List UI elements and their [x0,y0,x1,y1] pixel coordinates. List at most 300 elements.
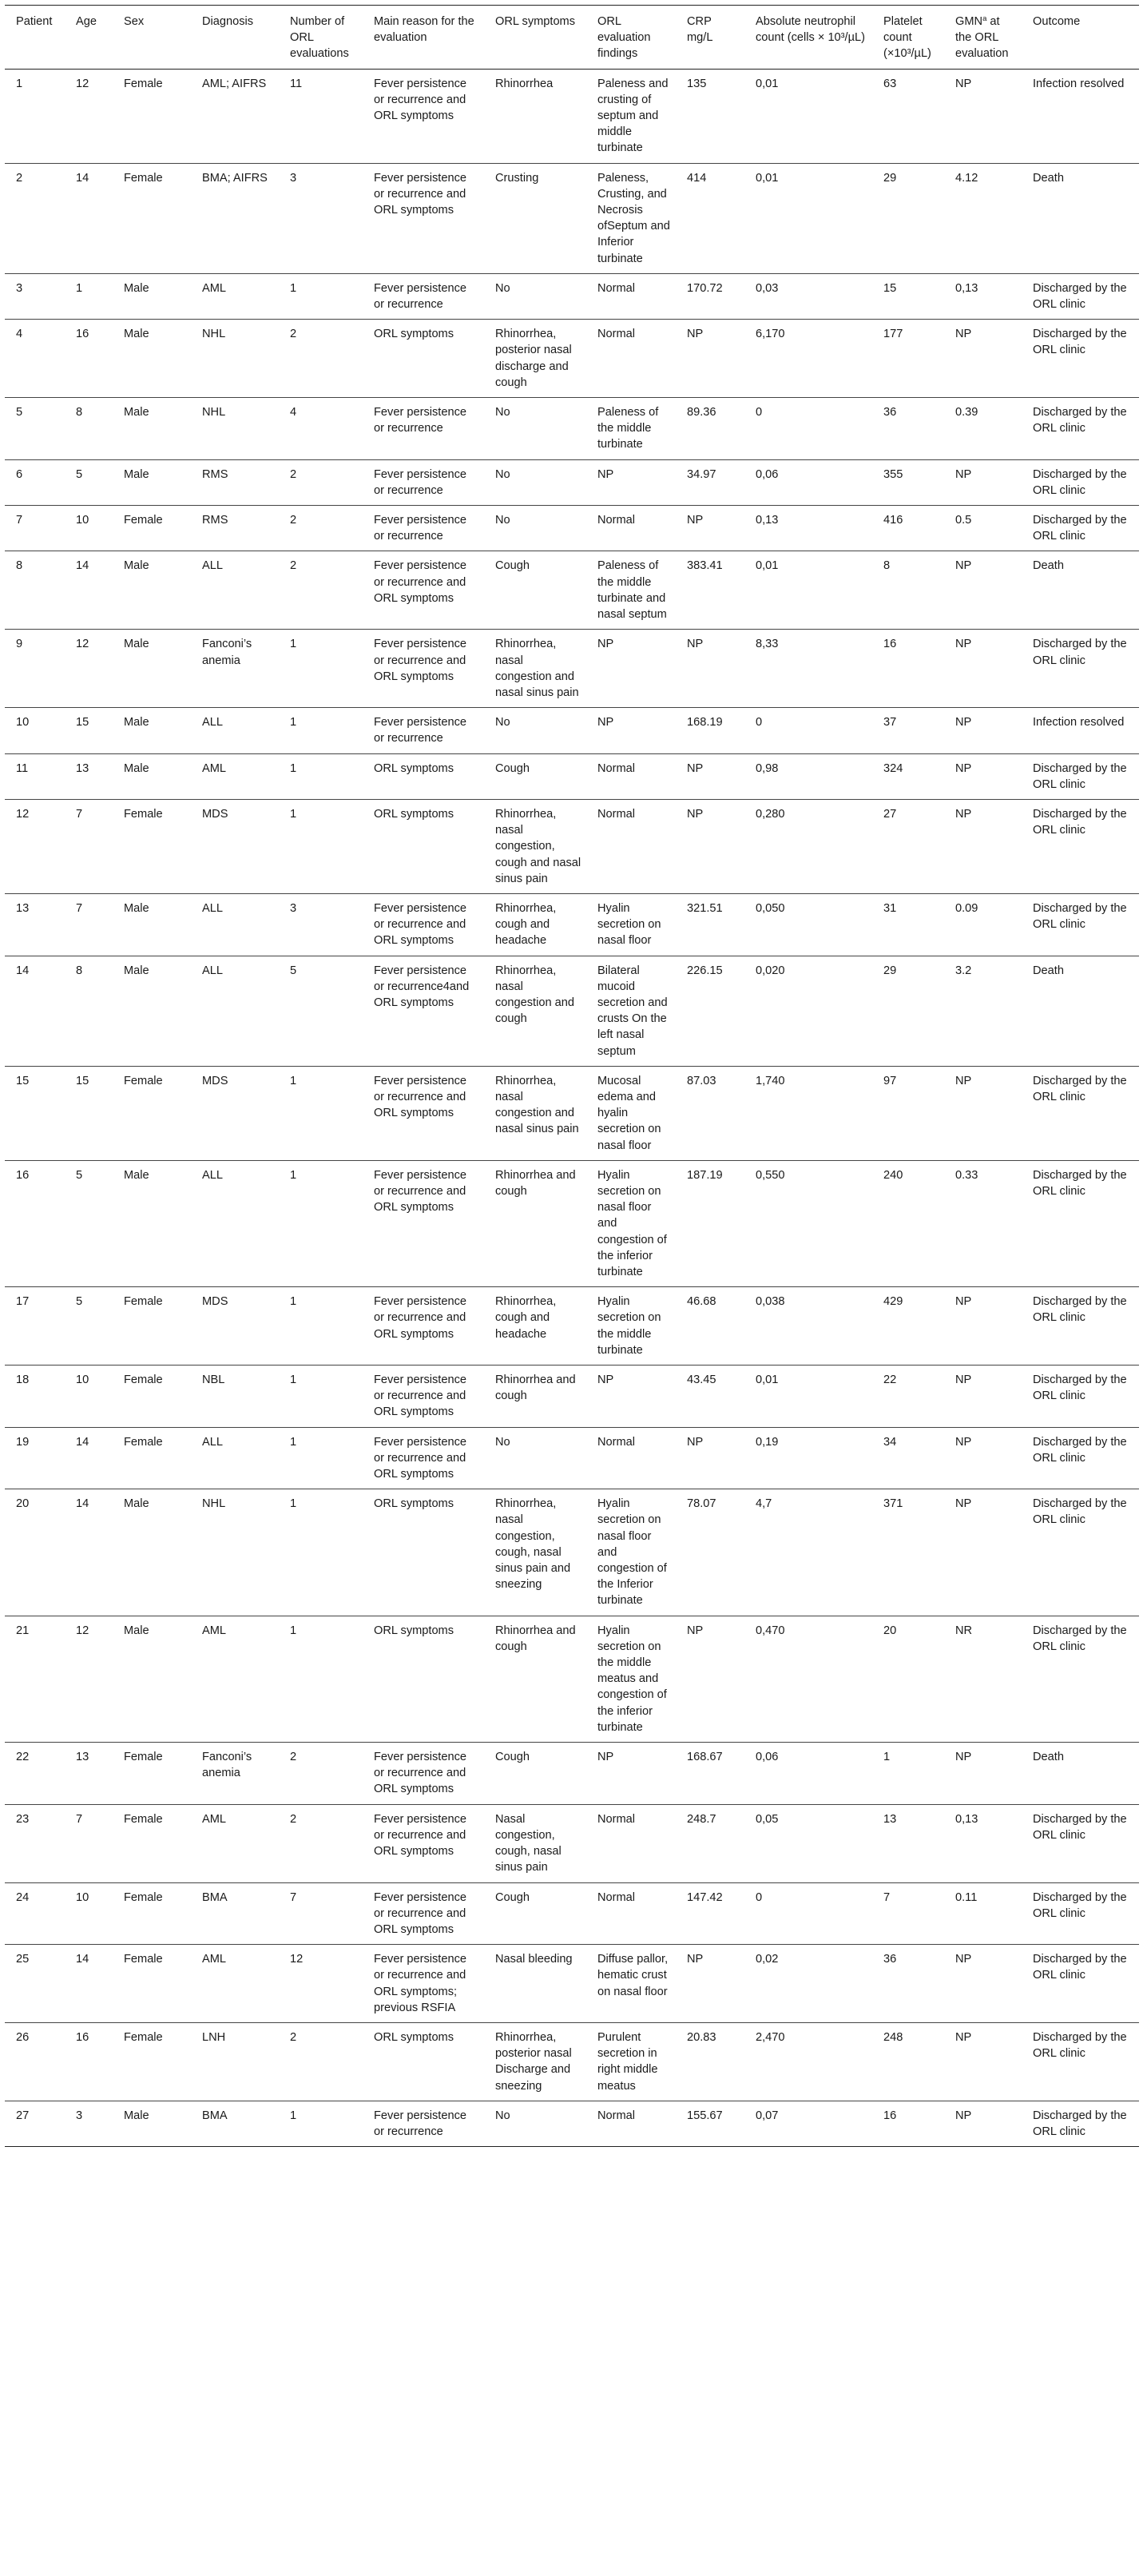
cell-orl-evaluations: 2 [290,467,297,481]
cell-orl-evaluations: 2 [290,1812,297,1826]
cell-age: 14 [76,171,89,185]
cell-orl-findings: NP [597,1751,614,1764]
cell-crp: NP [687,1624,704,1637]
cell-crp: 155.67 [687,2109,723,2122]
cell-main-reason: Fever persistence or recurrence and ORL symptoms [374,1751,466,1796]
cell-diagnosis: NHL [202,1497,226,1511]
cell-age: 10 [76,1373,89,1387]
cell-neutrophil-count: 0,01 [756,1373,779,1387]
cell-patient: 11 [16,761,29,775]
cell-crp: NP [687,638,704,651]
cell-diagnosis: BMA [202,1890,228,1904]
cell-gmn: NP [955,1295,972,1309]
cell-crp: 135 [687,77,707,90]
cell-orl-symptoms: Rhinorrhea, nasal congestion, cough and nasal sinus pain [495,807,581,885]
cell-platelet-count: 13 [883,1812,897,1826]
cell-diagnosis: RMS [202,514,228,527]
cell-neutrophil-count: 0,038 [756,1295,785,1309]
cell-neutrophil-count: 2,470 [756,2030,785,2044]
cell-patient: 15 [16,1074,30,1087]
cell-platelet-count: 324 [883,761,903,775]
cell-platelet-count: 20 [883,1624,897,1637]
cell-orl-findings: NP [597,467,614,481]
cell-gmn: 0.09 [955,901,978,915]
cell-sex: Male [124,1624,149,1637]
table-row [5,2101,1139,2146]
table-row [5,2022,1139,2101]
cell-crp: 46.68 [687,1295,716,1309]
cell-diagnosis: BMA [202,2109,228,2122]
table-body [5,69,1139,2147]
cell-gmn: NP [955,638,972,651]
cell-age: 16 [76,2030,89,2044]
cell-orl-symptoms: Cough [495,1890,530,1904]
cell-gmn: NP [955,1373,972,1387]
table-row [5,893,1139,956]
cell-diagnosis: LNH [202,2030,226,2044]
cell-neutrophil-count: 0,01 [756,559,779,573]
cell-neutrophil-count: 4,7 [756,1497,772,1511]
cell-outcome: Death [1033,964,1064,977]
cell-patient: 6 [16,467,23,481]
cell-orl-findings: Purulent secretion in right middle meatus [597,2030,658,2093]
cell-neutrophil-count: 0,050 [756,901,785,915]
cell-orl-evaluations: 12 [290,1953,304,1966]
cell-crp: 383.41 [687,559,723,573]
table-row [5,799,1139,893]
cell-patient: 26 [16,2030,30,2044]
cell-crp: NP [687,1953,704,1966]
cell-platelet-count: 37 [883,716,897,729]
cell-orl-findings: NP [597,716,614,729]
cell-patient: 2 [16,171,23,185]
cell-sex: Female [124,1751,163,1764]
cell-orl-findings: Normal [597,514,636,527]
cell-outcome: Discharged by the ORL clinic [1033,2109,1127,2138]
cell-main-reason: ORL symptoms [374,1624,454,1637]
cell-main-reason: Fever persistence or recurrence and ORL symptoms [374,1373,466,1419]
cell-orl-symptoms: No [495,2109,510,2122]
cell-main-reason: Fever persistence or recurrence and ORL symptoms [374,1435,466,1481]
table-row [5,1804,1139,1882]
cell-orl-symptoms: Rhinorrhea, nasal congestion and nasal sinus pain [495,1074,579,1136]
cell-orl-findings: Normal [597,1435,636,1449]
cell-main-reason: Fever persistence or recurrence and ORL symptoms [374,559,466,605]
cell-sex: Male [124,559,149,573]
cell-gmn: 0.39 [955,406,978,419]
table-row [5,320,1139,398]
cell-orl-evaluations: 2 [290,514,297,527]
cell-crp: 89.36 [687,406,716,419]
cell-age: 14 [76,1497,89,1511]
cell-sex: Male [124,716,149,729]
header-row [5,6,1139,70]
cell-sex: Female [124,1812,163,1826]
cell-main-reason: Fever persistence or recurrence and ORL symptoms [374,77,466,123]
cell-diagnosis: ALL [202,901,223,915]
cell-orl-findings: Paleness of the middle turbinate and nasal septum [597,559,667,622]
cell-outcome: Infection resolved [1033,77,1125,90]
cell-platelet-count: 1 [883,1751,891,1764]
cell-orl-symptoms: Cough [495,1751,530,1764]
cell-orl-evaluations: 1 [290,807,297,821]
cell-orl-symptoms: No [495,281,510,295]
cell-sex: Male [124,2109,149,2122]
cell-platelet-count: 29 [883,964,897,977]
cell-orl-evaluations: 1 [290,716,297,729]
cell-outcome: Discharged by the ORL clinic [1033,1373,1127,1403]
table-row [5,1489,1139,1616]
cell-orl-symptoms: Cough [495,559,530,573]
cell-crp: 168.67 [687,1751,723,1764]
cell-neutrophil-count: 6,170 [756,328,785,341]
cell-outcome: Discharged by the ORL clinic [1033,1890,1127,1920]
cell-patient: 14 [16,964,30,977]
cell-outcome: Death [1033,559,1064,573]
cell-crp: NP [687,807,704,821]
cell-main-reason: Fever persistence or recurrence and ORL symptoms [374,1812,466,1858]
cell-crp: 168.19 [687,716,723,729]
cell-orl-evaluations: 1 [290,1435,297,1449]
cell-gmn: 3.2 [955,964,972,977]
cell-outcome: Discharged by the ORL clinic [1033,1812,1127,1842]
cell-patient: 16 [16,1168,30,1182]
cell-age: 14 [76,1953,89,1966]
cell-gmn: NR [955,1624,973,1637]
cell-outcome: Discharged by the ORL clinic [1033,638,1127,667]
cell-patient: 12 [16,807,30,821]
header-orl-evaluations: Number of ORL evaluations [290,15,349,61]
cell-crp: NP [687,761,704,775]
cell-sex: Female [124,807,163,821]
cell-orl-findings: Bilateral mucoid secretion and crusts On the left nasal septum [597,964,668,1058]
cell-main-reason: Fever persistence or recurrence and ORL symptoms; previous RSFIA [374,1953,466,2014]
cell-outcome: Discharged by the ORL clinic [1033,1074,1127,1103]
cell-age: 12 [76,638,89,651]
cell-main-reason: Fever persistence or recurrence [374,281,466,312]
cell-platelet-count: 97 [883,1074,897,1087]
table-row [5,1066,1139,1160]
cell-platelet-count: 240 [883,1168,903,1182]
cell-crp: 321.51 [687,901,723,915]
cell-orl-evaluations: 1 [290,761,297,775]
cell-orl-symptoms: Rhinorrhea, cough and headache [495,901,557,948]
cell-sex: Female [124,2030,163,2044]
cell-platelet-count: 355 [883,467,903,481]
cell-gmn: NP [955,1074,972,1087]
cell-orl-evaluations: 1 [290,1373,297,1387]
cell-patient: 3 [16,281,23,295]
cell-outcome: Infection resolved [1033,716,1125,729]
cell-orl-evaluations: 4 [290,406,297,419]
cell-diagnosis: ALL [202,1435,223,1449]
cell-orl-findings: Diffuse pallor, hematic crust on nasal floor [597,1953,669,1998]
cell-gmn: NP [955,328,972,341]
cell-diagnosis: NHL [202,406,226,419]
cell-gmn: 4.12 [955,171,978,185]
cell-gmn: NP [955,1497,972,1511]
cell-orl-findings: Paleness and crusting of septum and middle turbinate [597,77,669,155]
cell-orl-evaluations: 1 [290,1168,297,1182]
cell-sex: Male [124,638,149,651]
cell-outcome: Discharged by the ORL clinic [1033,2030,1127,2061]
cell-platelet-count: 16 [883,2109,897,2122]
cell-diagnosis: AML; AIFRS [202,77,267,90]
cell-orl-symptoms: Rhinorrhea and cough [495,1624,576,1653]
cell-outcome: Discharged by the ORL clinic [1033,328,1127,357]
cell-orl-symptoms: Rhinorrhea [495,77,554,90]
table-row [5,1945,1139,2023]
cell-orl-symptoms: Rhinorrhea, nasal congestion and nasal sinus pain [495,638,579,699]
cell-sex: Female [124,514,163,527]
cell-platelet-count: 248 [883,2030,903,2044]
header-patient: Patient [16,15,53,28]
cell-orl-symptoms: No [495,406,510,419]
cell-outcome: Discharged by the ORL clinic [1033,514,1127,543]
cell-main-reason: Fever persistence or recurrence [374,514,466,543]
cell-patient: 10 [16,716,30,729]
cell-orl-findings: Hyalin secretion on the middle meatus and congestion of the inferior turbinate [597,1624,667,1734]
table-row [5,1743,1139,1805]
cell-crp: 147.42 [687,1890,723,1904]
cell-outcome: Discharged by the ORL clinic [1033,761,1127,791]
header-diagnosis: Diagnosis [202,15,254,28]
cell-orl-findings: Hyalin secretion on the middle turbinate [597,1295,661,1357]
cell-orl-symptoms: Rhinorrhea and cough [495,1373,576,1403]
cell-outcome: Discharged by the ORL clinic [1033,406,1127,435]
cell-neutrophil-count: 0,280 [756,807,785,821]
cell-orl-symptoms: Cough [495,761,530,775]
cell-crp: 248.7 [687,1812,716,1826]
cell-gmn: 0,13 [955,1812,978,1826]
cell-diagnosis: AML [202,1812,227,1826]
cell-gmn: NP [955,77,972,90]
cell-main-reason: Fever persistence or recurrence4and ORL symptoms [374,964,470,1009]
cell-age: 1 [76,281,83,295]
cell-orl-evaluations: 2 [290,328,297,341]
cell-neutrophil-count: 0,020 [756,964,785,977]
cell-orl-evaluations: 5 [290,964,297,977]
cell-orl-findings: Normal [597,2109,636,2122]
cell-age: 14 [76,1435,89,1449]
table-row [5,1882,1139,1945]
cell-orl-symptoms: Crusting [495,171,539,185]
cell-age: 15 [76,1074,89,1087]
cell-orl-symptoms: No [495,1435,510,1449]
cell-outcome: Discharged by the ORL clinic [1033,901,1127,932]
cell-outcome: Discharged by the ORL clinic [1033,1497,1127,1527]
cell-sex: Male [124,1497,149,1511]
cell-outcome: Discharged by the ORL clinic [1033,807,1127,837]
cell-crp: 78.07 [687,1497,716,1511]
cell-gmn: NP [955,1751,972,1764]
cell-neutrophil-count: 0,98 [756,761,779,775]
cell-age: 13 [76,761,89,775]
cell-outcome: Death [1033,1751,1064,1764]
cell-age: 8 [76,964,83,977]
cell-main-reason: Fever persistence or recurrence [374,467,466,497]
cell-outcome: Discharged by the ORL clinic [1033,1624,1127,1653]
table-row [5,1616,1139,1742]
cell-sex: Female [124,171,163,185]
cell-patient: 24 [16,1890,30,1904]
cell-gmn: 0,13 [955,281,978,295]
cell-age: 16 [76,328,89,341]
cell-platelet-count: 22 [883,1373,897,1387]
cell-orl-findings: Normal [597,328,636,341]
cell-orl-findings: Normal [597,761,636,775]
cell-patient: 20 [16,1497,30,1511]
header-outcome: Outcome [1033,15,1081,28]
cell-patient: 5 [16,406,23,419]
cell-orl-symptoms: Rhinorrhea, posterior nasal Discharge and sneezing [495,2030,572,2093]
header-sex: Sex [124,15,145,28]
cell-sex: Female [124,1890,163,1904]
cell-age: 7 [76,901,83,915]
cell-main-reason: ORL symptoms [374,2030,454,2044]
cell-neutrophil-count: 0,06 [756,1751,779,1764]
cell-patient: 22 [16,1751,30,1764]
cell-diagnosis: ALL [202,559,223,573]
cell-outcome: Discharged by the ORL clinic [1033,467,1127,497]
cell-gmn: NP [955,716,972,729]
cell-orl-evaluations: 2 [290,559,297,573]
cell-sex: Female [124,1435,163,1449]
cell-neutrophil-count: 0,550 [756,1168,785,1182]
cell-platelet-count: 8 [883,559,891,573]
cell-orl-findings: Mucosal edema and hyalin secretion on nasal floor [597,1074,661,1152]
cell-patient: 13 [16,901,30,915]
cell-orl-findings: Normal [597,807,636,821]
cell-patient: 4 [16,328,23,341]
cell-sex: Female [124,1295,163,1309]
cell-diagnosis: ALL [202,716,223,729]
cell-main-reason: ORL symptoms [374,761,454,775]
cell-orl-evaluations: 11 [290,77,303,90]
cell-sex: Female [124,1373,163,1387]
cell-orl-symptoms: Rhinorrhea, cough and headache [495,1295,557,1341]
cell-diagnosis: NBL [202,1373,225,1387]
cell-orl-findings: Hyalin secretion on nasal floor and congestion of the inferior turbinate [597,1168,667,1278]
cell-orl-evaluations: 1 [290,1074,297,1087]
cell-orl-findings: Paleness, Crusting, and Necrosis ofSeptum and Inferior turbinate [597,171,670,265]
cell-orl-evaluations: 3 [290,171,297,185]
cell-age: 3 [76,2109,83,2122]
table-row [5,398,1139,460]
cell-neutrophil-count: 0,02 [756,1953,779,1966]
cell-orl-symptoms: Rhinorrhea, nasal congestion and cough [495,964,574,1026]
cell-crp: NP [687,514,704,527]
cell-age: 15 [76,716,89,729]
cell-orl-symptoms: Nasal bleeding [495,1953,573,1966]
cell-sex: Female [124,77,163,90]
cell-platelet-count: 36 [883,1953,897,1966]
cell-diagnosis: Fanconi’s anemia [202,1751,252,1780]
cell-patient: 19 [16,1435,30,1449]
cell-platelet-count: 416 [883,514,903,527]
table-row [5,459,1139,505]
cell-outcome: Death [1033,171,1064,185]
cell-neutrophil-count: 8,33 [756,638,779,651]
cell-orl-findings: Hyalin secretion on nasal floor and congestion of the Inferior turbinate [597,1497,667,1608]
table-row [5,69,1139,163]
cell-diagnosis: BMA; AIFRS [202,171,268,185]
cell-diagnosis: AML [202,1624,227,1637]
header-gmn [944,6,1022,70]
cell-crp: 34.97 [687,467,716,481]
cell-neutrophil-count: 0 [756,716,763,729]
header-orl-symptoms: ORL symptoms [495,15,576,28]
cell-neutrophil-count: 0,06 [756,467,779,481]
cell-orl-evaluations: 1 [290,1497,297,1511]
cell-orl-evaluations: 1 [290,1624,297,1637]
cell-orl-evaluations: 1 [290,2109,297,2122]
cell-crp: 20.83 [687,2030,716,2044]
cell-neutrophil-count: 0 [756,1890,763,1904]
cell-gmn: NP [955,467,972,481]
cell-age: 12 [76,77,89,90]
cell-crp: 226.15 [687,964,723,977]
cell-patient: 17 [16,1295,30,1309]
cell-diagnosis: AML [202,761,227,775]
cell-orl-symptoms: Rhinorrhea, posterior nasal discharge and cough [495,328,572,389]
header-main-reason: Main reason for the evaluation [374,15,474,45]
cell-main-reason: ORL symptoms [374,328,454,341]
table-row [5,1287,1139,1366]
cell-platelet-count: 429 [883,1295,903,1309]
cell-age: 5 [76,467,83,481]
cell-crp: 87.03 [687,1074,716,1087]
cell-age: 12 [76,1624,89,1637]
gmn-header-rest: at the ORL evaluation [955,15,1009,61]
cell-sex: Male [124,901,149,915]
cell-crp: 170.72 [687,281,723,295]
cell-orl-symptoms: Rhinorrhea and cough [495,1168,576,1198]
cell-main-reason: Fever persistence or recurrence and ORL symptoms [374,638,466,683]
cell-orl-evaluations: 3 [290,901,297,915]
cell-orl-symptoms: No [495,467,510,481]
cell-sex: Male [124,1168,149,1182]
cell-gmn: NP [955,1953,972,1966]
cell-orl-findings: Hyalin secretion on nasal floor [597,901,661,948]
cell-outcome: Discharged by the ORL clinic [1033,281,1127,312]
cell-sex: Male [124,467,149,481]
cell-orl-evaluations: 2 [290,1751,297,1764]
cell-diagnosis: Fanconi’s anemia [202,638,252,667]
cell-orl-evaluations: 2 [290,2030,297,2044]
cell-patient: 8 [16,559,23,573]
cell-age: 7 [76,1812,83,1826]
cell-orl-symptoms: No [495,716,510,729]
cell-orl-symptoms: Rhinorrhea, nasal congestion, cough, nasal sinus pain and sneezing [495,1497,571,1592]
cell-main-reason: Fever persistence or recurrence and ORL symptoms [374,171,466,217]
cell-orl-findings: Normal [597,281,636,295]
cell-platelet-count: 63 [883,77,897,90]
table-row [5,163,1139,273]
cell-sex: Male [124,328,149,341]
cell-gmn: NP [955,807,972,821]
cell-sex: Male [124,964,149,977]
cell-neutrophil-count: 0,03 [756,281,779,295]
cell-sex: Female [124,1953,163,1966]
cell-patient: 1 [16,77,23,90]
cell-neutrophil-count: 0,07 [756,2109,779,2122]
table-row [5,708,1139,753]
cell-diagnosis: ALL [202,964,223,977]
cell-age: 8 [76,406,83,419]
cell-crp: 43.45 [687,1373,716,1387]
cell-diagnosis: RMS [202,467,228,481]
